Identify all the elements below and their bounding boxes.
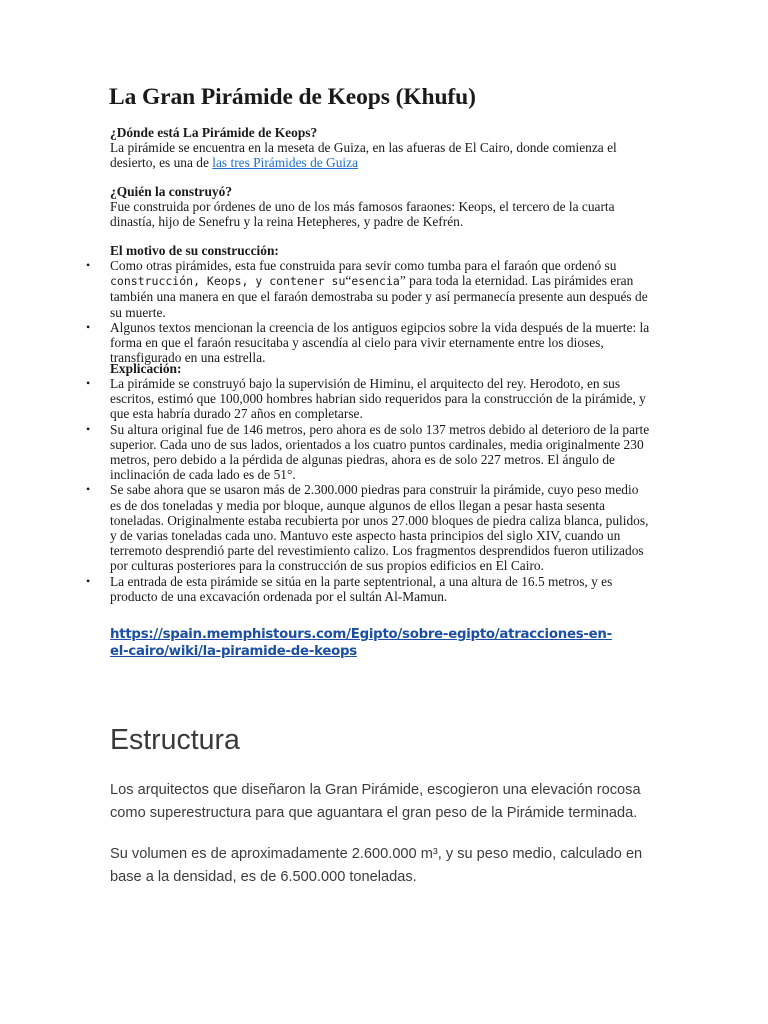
motivo-bullet1-text: Como otras pirámides, esta fue construida para sevir como tumba para el faraón que ordenó su: [110, 258, 617, 273]
motivo-bullet1-rest: para toda la eternidad. Las pirámides eran también una manera en que el faraón demostraba su poder y así permanecía presente aun después de su muerte.: [110, 273, 648, 320]
link-tres-piramides[interactable]: las tres Pirámides de Guiza: [212, 155, 359, 171]
motivo-bullet2-text: Algunos textos mencionan la creencia de los antiguos egipcios sobre la vida después de la muerte: la forma en que el faraón resucitaba y ascendía al cielo para vivir eternamente entre los dioses, transfigurado en una estrella.: [110, 319, 650, 366]
answer-quien: Fue construida por órdenes de uno de los más famosos faraones: Keops, el tercero de la cuarta dinastía, hijo de Senefru y la reina Hetepheres, y padre de Kefrén.: [110, 199, 615, 230]
bullet-icon: •: [86, 258, 91, 272]
list-item: [0, 482, 650, 573]
explicacion-bullet-text: Su altura original fue de 146 metros, pero ahora es de solo 137 metros debido al deterioro de la parte superior. Cada uno de sus lados, orientados a los cuatro puntos cardinales, media originalmente 230 metros, pero debido a la pérdida de algunas piedras, ahora es de solo 227 metros. El ángulo de inclinación de cada lado es de 51°.: [110, 421, 650, 483]
explicacion-bullet-text: La pirámide se construyó bajo la supervisión de Himinu, el arquitecto del rey. Herodoto, en sus escritos, estimó que 100,000 hombres habrian sido requeridos para la construcción de la pirámide, y que esta habría durado 27 años en completarse.: [110, 376, 646, 422]
list-item: [0, 376, 650, 422]
answer-donde: [110, 140, 630, 170]
section-donde: [110, 125, 630, 171]
estructura-paragraph-2: Su volumen es de aproximadamente 2.600.000 m³, y su peso medio, calculado en base a la densidad, es de 6.500.000 toneladas.: [110, 846, 643, 885]
explicacion-bullet-text: Se sabe ahora que se usaron más de 2.300.000 piedras para construir la pirámide, cuyo peso medio es de dos toneladas y media por bloque, aunque algunos de ellos llegan a pesar hasta sesenta toneladas. Originalmente estaba recubierta por unos 27.000 bloques de piedra caliza blanca, pulidos, y de varias toneladas cada uno. Mantuvo este aspecto hasta principios del siglo XIV, cuando un terremoto desprendió parte del revestimiento calizo. Los fragmentos desprendidos fueron utilizados por culturas posteriores para la construcción de sus propios edificios en El Cairo.: [110, 482, 649, 574]
heading-explicacion: [110, 361, 630, 376]
bullet-icon: •: [86, 421, 91, 436]
section-quien: [110, 184, 630, 230]
answer-donde-text: La pirámide se encuentra en la meseta de Guiza, en las afueras de El Cairo, donde comienza el desierto, es una de: [110, 140, 617, 171]
heading-motivo: [110, 243, 630, 258]
page-title: La Gran Pirámide de Keops (Khufu): [109, 84, 476, 110]
explicacion-heading-text: Explicación:: [110, 361, 182, 376]
list-motivo: [0, 258, 650, 365]
list-explicacion: [0, 376, 650, 604]
list-item: [0, 320, 650, 366]
bullet-icon: •: [86, 319, 91, 334]
motivo-heading-text: El motivo de su construcción:: [110, 243, 279, 258]
section-heading-estructura: Estructura: [110, 724, 240, 756]
question-donde: ¿Dónde está La Pirámide de Keops?: [110, 125, 318, 140]
list-item: • Como otras pirámides, esta fue construida para sevir como tumba para el faraón que ordenó su construcción, Keops, y contener su“esencia” para toda la eternidad. Las pirámides eran también una manera en que el faraón demostraba su poder y así permanecía presente aun después de su muerte.: [86, 258, 648, 320]
source-url-link[interactable]: https://spain.memphistours.com/Egipto/sobre-egipto/atracciones-en-el-cairo/wiki/la-piramide-de-keops: [110, 627, 612, 659]
explicacion-bullet-text: La entrada de esta pirámide se sitúa en la parte septentrional, a una altura de 16.5 metros, y es producto de una excavación ordenada por el sultán Al-Mamun.: [110, 573, 613, 604]
question-quien: ¿Quién la construyó?: [110, 184, 233, 199]
list-item: [0, 574, 650, 604]
motivo-bullet1-mono: construcción, Keops, y contener su: [110, 274, 346, 289]
estructura-paragraph-1: Los arquitectos que diseñaron la Gran Pirámide, escogieron una elevación rocosa como superestructura para que aguantara el gran peso de la Pirámide terminada.: [110, 782, 641, 821]
list-item: [0, 422, 650, 483]
bullet-icon: •: [86, 573, 91, 588]
motivo-bullet1-quoted: esencia: [351, 274, 400, 289]
bullet-icon: •: [86, 376, 91, 390]
bullet-icon: •: [86, 482, 91, 497]
